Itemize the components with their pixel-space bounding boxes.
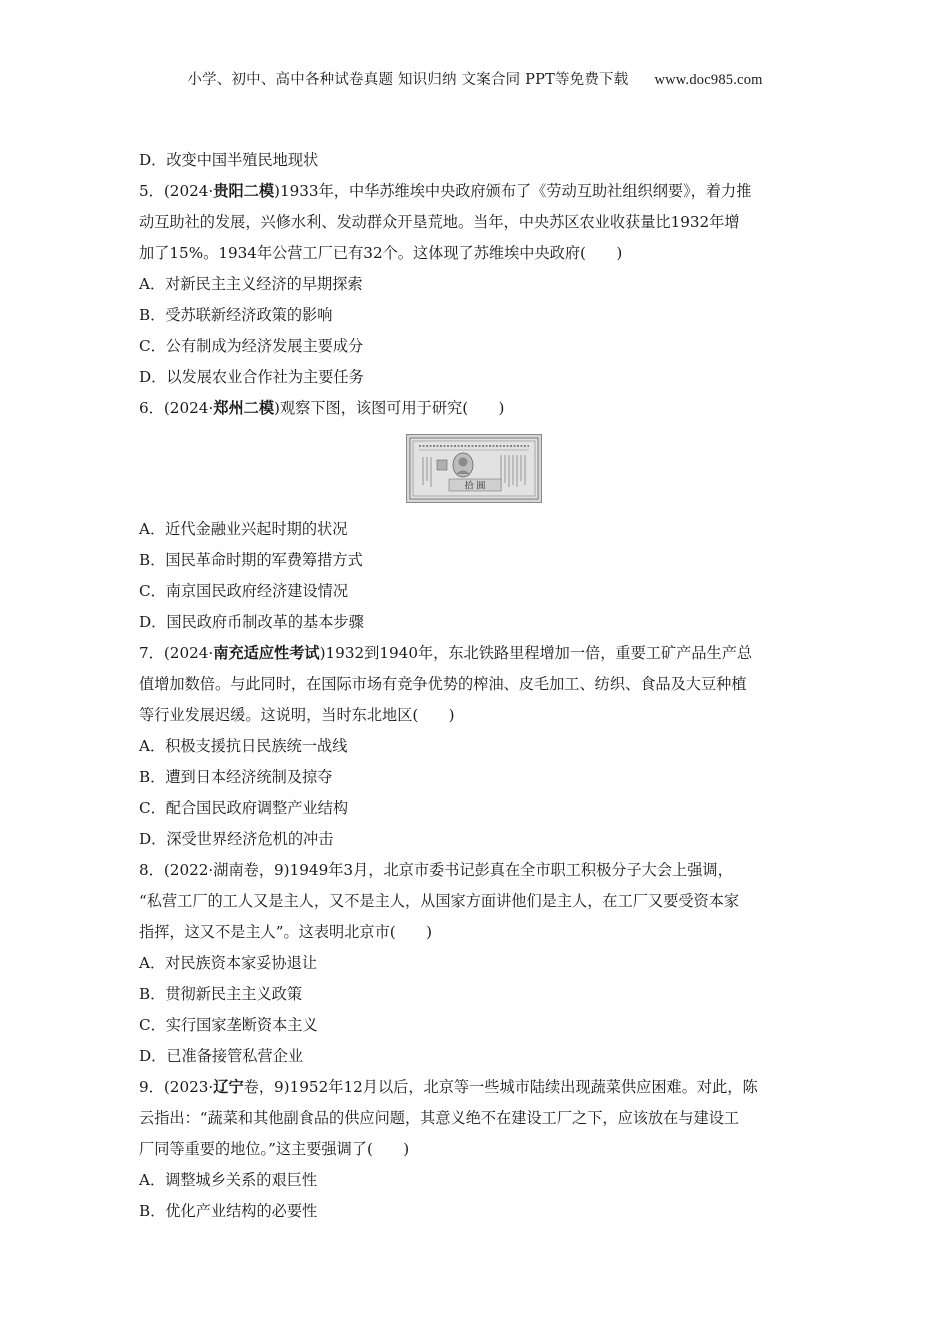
option-a-q9: A．调整城乡关系的艰巨性 xyxy=(139,1171,318,1189)
question-7-line-1: 7．(2024·南充适应性考试)1932到1940年，东北铁路里程增加一倍，重要工矿产品生产总 xyxy=(139,644,753,662)
option-a-q6: A．近代金融业兴起时期的状况 xyxy=(139,520,348,538)
option-b-q6: B．国民革命时期的军费筹措方式 xyxy=(139,551,363,569)
option-a-q5: A．对新民主主义经济的早期探索 xyxy=(139,275,363,293)
option-b-q7: B．遭到日本经济统制及掠夺 xyxy=(139,768,333,786)
header-text: 小学、初中、高中各种试卷真题 知识归纳 文案合同 PPT等免费下载 xyxy=(187,72,629,88)
exam-content xyxy=(139,145,813,1227)
question-7-line-3: 等行业发展迟缓。这说明，当时东北地区( ) xyxy=(139,706,455,724)
option-a-q7: A．积极支援抗日民族统一战线 xyxy=(139,737,348,755)
question-5-line-2: 动互助社的发展，兴修水利、发动群众开垦荒地。当年，中央苏区农业收获量比1932年增 xyxy=(139,213,740,231)
question-5-line-3: 加了15%。1934年公营工厂已有32个。这体现了苏维埃中央政府( ) xyxy=(139,244,623,262)
option-d-q6: D．国民政府币制改革的基本步骤 xyxy=(139,613,364,631)
option-b-q9: B．优化产业结构的必要性 xyxy=(139,1202,318,1220)
header-site[interactable]: www.doc985.com xyxy=(654,72,763,88)
question-8-line-1: 8．(2022·湖南卷，9)1949年3月，北京市委书记彭真在全市职工积极分子大会上强调， xyxy=(139,861,733,879)
option-c-q6: C．南京国民政府经济建设情况 xyxy=(139,582,349,600)
question-5-line-1: 5．(2024·贵阳二模)1933年，中华苏维埃中央政府颁布了《劳动互助社组织纲要》，着力推 xyxy=(139,182,752,200)
option-d-q8: D．已准备接管私营企业 xyxy=(139,1047,304,1065)
banknote-image xyxy=(406,434,542,503)
option-c-q8: C．实行国家垄断资本主义 xyxy=(139,1016,318,1034)
question-9-line-3: 厂同等重要的地位。”这主要强调了( ) xyxy=(139,1140,410,1158)
option-d-q5: D．以发展农业合作社为主要任务 xyxy=(139,368,364,386)
option-a-q8: A．对民族资本家妥协退让 xyxy=(139,954,318,972)
banknote-figure xyxy=(139,424,813,514)
option-c-q5: C．公有制成为经济发展主要成分 xyxy=(139,337,364,355)
question-8-line-2: “私营工厂的工人又是主人，又不是主人，从国家方面讲他们是主人，在工厂又要受资本家 xyxy=(139,892,740,910)
question-9-line-2: 云指出：“蔬菜和其他副食品的供应问题，其意义绝不在建设工厂之下，应该放在与建设工 xyxy=(139,1109,740,1127)
page-header xyxy=(0,68,950,89)
question-7-line-2: 值增加数倍。与此同时，在国际市场有竞争优势的榨油、皮毛加工、纺织、食品及大豆种植 xyxy=(139,675,747,693)
banknote-denomination: 拾 圓 xyxy=(464,481,486,492)
question-9-line-1: 9．(2023·辽宁卷，9)1952年12月以后，北京等一些城市陆续出现蔬菜供应困难。对此，陈 xyxy=(139,1078,758,1096)
option-b-q5: B．受苏联新经济政策的影响 xyxy=(139,306,333,324)
question-8-line-3: 指挥，这又不是主人”。这表明北京市( ) xyxy=(139,923,432,941)
option-c-q7: C．配合国民政府调整产业结构 xyxy=(139,799,349,817)
option-d-q4: D．改变中国半殖民地现状 xyxy=(139,151,319,169)
option-d-q7: D．深受世界经济危机的冲击 xyxy=(139,830,334,848)
option-b-q8: B．贯彻新民主主义政策 xyxy=(139,985,303,1003)
question-6-line-1: 6．(2024·郑州二模)观察下图，该图可用于研究( ) xyxy=(139,399,505,417)
